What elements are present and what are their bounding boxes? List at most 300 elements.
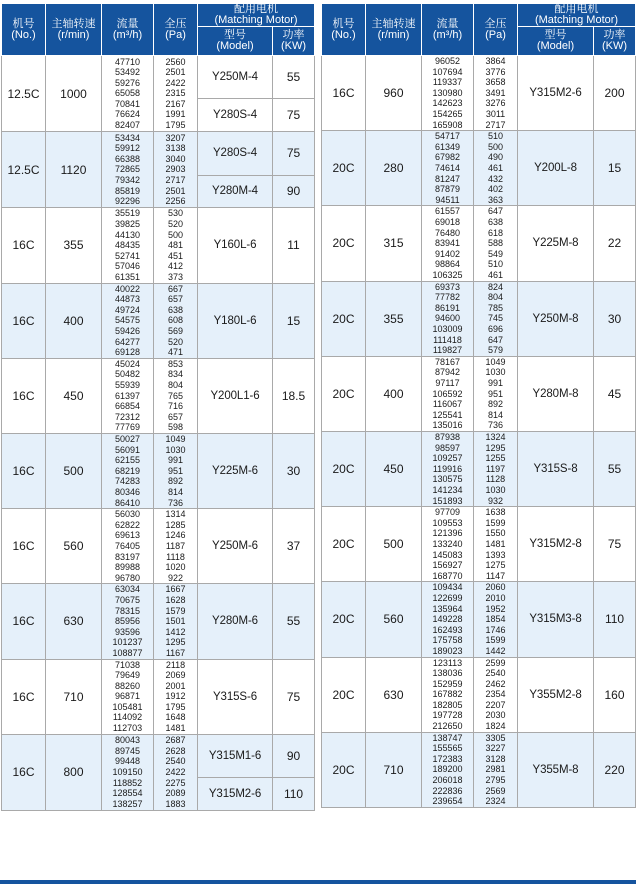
pressure-value: 1246 <box>165 530 186 541</box>
speed-cell: 450 <box>46 358 102 433</box>
flow-list-cell <box>102 56 154 132</box>
flow-value: 152959 <box>432 678 463 689</box>
flow-value: 138747 <box>432 732 463 743</box>
flow-value: 50482 <box>114 369 141 380</box>
pressure-value: 1147 <box>485 570 506 581</box>
pressure-value: 1912 <box>165 691 186 702</box>
flow-value: 112703 <box>112 723 143 734</box>
pressure-list-cell <box>154 584 198 659</box>
pressure-value: 647 <box>487 206 504 217</box>
pressure-value: 2118 <box>165 659 186 670</box>
header-matching-motor: 配用电机 (Matching Motor) <box>518 4 636 27</box>
pressure-value: 1324 <box>485 431 506 442</box>
pressure-value: 1393 <box>485 549 506 560</box>
flow-value: 79649 <box>114 670 141 681</box>
pressure-value: 2717 <box>165 175 186 186</box>
header-flow: 流量 (m³/h) <box>422 4 474 56</box>
pressure-value: 1952 <box>485 603 506 614</box>
flow-value: 59912 <box>114 143 141 154</box>
pressure-value: 1481 <box>165 723 186 734</box>
pressure-value: 1030 <box>485 484 506 495</box>
pressure-list-cell <box>474 281 518 356</box>
pressure-value: 647 <box>487 334 504 345</box>
flow-value: 69018 <box>434 216 461 227</box>
pressure-value: 549 <box>487 248 504 259</box>
motor-model-cell: Y315M1-6 <box>198 734 273 777</box>
flow-value: 212650 <box>432 721 463 732</box>
motor-power-cell: 30 <box>594 281 636 356</box>
motor-power-cell: 15 <box>594 131 636 206</box>
table-row <box>322 281 636 356</box>
flow-value: 172383 <box>432 753 463 764</box>
pressure-value: 461 <box>487 269 504 280</box>
table-row <box>322 431 636 506</box>
pressure-value: 892 <box>167 476 184 487</box>
speed-cell: 400 <box>366 356 422 431</box>
motor-power-cell: 200 <box>594 56 636 131</box>
pressure-value: 2628 <box>165 745 186 756</box>
flow-value: 77782 <box>434 292 461 303</box>
motor-model-cell: Y160L-6 <box>198 208 273 283</box>
flow-value: 66854 <box>114 401 141 412</box>
flow-value: 44130 <box>114 229 141 240</box>
flow-list-cell <box>422 657 474 732</box>
flow-value: 59276 <box>114 77 141 88</box>
left-table-body <box>2 56 315 811</box>
motor-model-cell: Y250M-8 <box>518 281 594 356</box>
flow-value: 62155 <box>114 455 141 466</box>
pressure-value: 2324 <box>485 796 506 807</box>
flow-value: 109434 <box>432 582 463 593</box>
speed-cell: 355 <box>46 208 102 283</box>
pressure-value: 2569 <box>485 785 506 796</box>
flow-value: 165908 <box>432 119 463 130</box>
pressure-value: 2354 <box>485 689 506 700</box>
header-motor-model: 型号 (Model) <box>518 27 594 56</box>
pressure-value: 2903 <box>165 164 186 175</box>
header-flow: 流量 (m³/h) <box>102 4 154 56</box>
motor-model-cell: Y280S-4 <box>198 99 273 132</box>
flow-value: 40022 <box>114 283 141 294</box>
flow-value: 222836 <box>432 785 463 796</box>
flow-value: 78167 <box>434 356 461 367</box>
pressure-value: 804 <box>167 379 184 390</box>
flow-value: 123113 <box>432 657 463 668</box>
flow-value: 109257 <box>432 453 463 464</box>
model-no-cell: 20C <box>322 657 366 732</box>
flow-value: 133240 <box>432 538 463 549</box>
flow-value: 197728 <box>432 710 463 721</box>
pressure-value: 1481 <box>485 538 506 549</box>
table-row <box>2 584 315 659</box>
motor-model-cell: Y200L1-6 <box>198 358 273 433</box>
pressure-value: 716 <box>167 401 184 412</box>
flow-value: 96052 <box>434 56 461 67</box>
pressure-value: 490 <box>487 152 504 163</box>
flow-value: 47710 <box>114 56 141 67</box>
model-no-cell: 16C <box>2 208 46 283</box>
flow-list-cell <box>102 433 154 508</box>
flow-value: 94511 <box>435 194 460 205</box>
motor-power-cell: 75 <box>273 132 315 175</box>
flow-value: 91402 <box>434 248 461 259</box>
pressure-value: 657 <box>167 411 184 422</box>
pressure-value: 1667 <box>165 584 186 595</box>
flow-value: 142623 <box>432 98 463 109</box>
speed-cell: 500 <box>366 507 422 582</box>
motor-power-cell: 90 <box>273 734 315 777</box>
pressure-value: 1187 <box>165 540 186 551</box>
flow-value: 53434 <box>114 132 141 143</box>
flow-value: 61349 <box>434 141 461 152</box>
flow-value: 87879 <box>434 184 461 195</box>
pressure-value: 3138 <box>165 143 186 154</box>
pressure-value: 1285 <box>165 519 186 530</box>
flow-list-cell <box>102 734 154 810</box>
table-row <box>2 509 315 584</box>
speed-cell: 355 <box>366 281 422 356</box>
pressure-value: 1197 <box>485 463 506 474</box>
flow-value: 88260 <box>114 680 141 691</box>
motor-power-cell: 55 <box>273 584 315 659</box>
pressure-value: 991 <box>487 377 504 388</box>
flow-value: 77769 <box>114 422 141 433</box>
header-speed: 主轴转速 (r/min) <box>366 4 422 56</box>
flow-value: 119827 <box>432 345 463 356</box>
motor-power-cell: 18.5 <box>273 358 315 433</box>
flow-value: 97117 <box>435 377 460 388</box>
model-no-cell: 20C <box>322 431 366 506</box>
pressure-value: 530 <box>167 208 184 219</box>
flow-value: 138257 <box>112 798 143 809</box>
header-pressure: 全压 (Pa) <box>474 4 518 56</box>
model-no-cell: 20C <box>322 507 366 582</box>
motor-model-cell: Y315M2-8 <box>518 507 594 582</box>
flow-value: 125541 <box>432 409 463 420</box>
pressure-list-cell <box>154 433 198 508</box>
flow-value: 96871 <box>114 691 141 702</box>
pressure-value: 1991 <box>165 109 186 120</box>
flow-value: 135964 <box>432 603 463 614</box>
flow-value: 74614 <box>434 162 461 173</box>
flow-value: 189200 <box>432 764 463 775</box>
flow-list-cell <box>422 732 474 807</box>
pressure-value: 951 <box>167 465 184 476</box>
flow-list-cell <box>422 431 474 506</box>
pressure-value: 1599 <box>485 517 506 528</box>
pressure-value: 1746 <box>485 624 506 635</box>
header-power: 功率 (KW) <box>273 27 315 56</box>
flow-list-cell <box>422 356 474 431</box>
motor-power-cell: 75 <box>273 99 315 132</box>
motor-power-cell: 75 <box>273 659 315 734</box>
pressure-value: 2560 <box>165 56 186 67</box>
header-matching-motor: 配用电机 (Matching Motor) <box>198 4 315 27</box>
pressure-value: 2030 <box>485 710 506 721</box>
flow-value: 62822 <box>114 519 141 530</box>
flow-value: 54575 <box>114 315 141 326</box>
flow-value: 59426 <box>114 325 141 336</box>
pressure-list-cell <box>474 431 518 506</box>
flow-value: 138036 <box>432 668 463 679</box>
model-no-cell: 20C <box>322 732 366 807</box>
flow-value: 149228 <box>432 614 463 625</box>
model-no-cell: 16C <box>322 56 366 131</box>
flow-value: 83941 <box>434 238 461 249</box>
pressure-value: 3305 <box>485 732 506 743</box>
pressure-value: 922 <box>167 572 184 583</box>
flow-value: 79342 <box>114 175 141 186</box>
model-no-cell: 16C <box>2 584 46 659</box>
speed-cell: 800 <box>46 734 102 810</box>
pressure-value: 3276 <box>485 98 506 109</box>
flow-list-cell <box>102 584 154 659</box>
pressure-value: 588 <box>487 238 504 249</box>
pressure-value: 1255 <box>485 453 506 464</box>
table-row <box>322 56 636 131</box>
pressure-value: 638 <box>487 216 504 227</box>
flow-list-cell <box>102 659 154 734</box>
pressure-value: 569 <box>167 325 184 336</box>
pressure-value: 2540 <box>485 668 506 679</box>
motor-model-cell: Y250M-4 <box>198 56 273 99</box>
flow-value: 98864 <box>434 259 461 270</box>
flow-value: 35519 <box>114 208 141 219</box>
model-no-cell: 12.5C <box>2 132 46 208</box>
pressure-value: 1128 <box>485 474 506 485</box>
pressure-value: 461 <box>487 162 504 173</box>
pressure-value: 1167 <box>165 647 186 658</box>
pressure-value: 2501 <box>165 185 186 196</box>
pressure-list-cell <box>474 732 518 807</box>
flow-value: 141234 <box>432 484 463 495</box>
pressure-list-cell <box>474 507 518 582</box>
pressure-value: 696 <box>487 323 504 334</box>
flow-value: 135016 <box>432 420 463 431</box>
flow-value: 80346 <box>114 486 141 497</box>
flow-value: 109150 <box>112 766 143 777</box>
table-row <box>322 657 636 732</box>
motor-power-cell: 110 <box>273 778 315 811</box>
pressure-value: 1501 <box>165 616 186 627</box>
flow-value: 97709 <box>434 507 461 518</box>
pressure-value: 2256 <box>165 196 186 207</box>
pressure-value: 2717 <box>485 119 506 130</box>
pressure-value: 3776 <box>485 66 506 77</box>
pressure-value: 824 <box>487 281 504 292</box>
flow-value: 82407 <box>114 120 141 131</box>
flow-value: 155565 <box>432 743 463 754</box>
motor-power-cell: 160 <box>594 657 636 732</box>
model-no-cell: 16C <box>2 283 46 358</box>
fan-performance-table-right <box>321 3 636 808</box>
pressure-value: 402 <box>487 184 504 195</box>
motor-model-cell: Y315M3-8 <box>518 582 594 657</box>
pressure-value: 2422 <box>165 77 186 88</box>
motor-power-cell: 55 <box>273 56 315 99</box>
flow-value: 48435 <box>114 240 141 251</box>
pressure-value: 1638 <box>485 507 506 518</box>
pressure-value: 2167 <box>165 98 186 109</box>
pressure-value: 1020 <box>165 562 186 573</box>
flow-value: 130575 <box>432 474 463 485</box>
pressure-value: 1030 <box>485 367 506 378</box>
header-power: 功率 (KW) <box>594 27 636 56</box>
flow-value: 151893 <box>432 495 463 506</box>
pressure-value: 804 <box>487 292 504 303</box>
motor-power-cell: 37 <box>273 509 315 584</box>
flow-value: 116067 <box>432 399 463 410</box>
speed-cell: 560 <box>366 582 422 657</box>
motor-power-cell: 30 <box>273 433 315 508</box>
pressure-list-cell <box>154 659 198 734</box>
model-no-cell: 16C <box>2 659 46 734</box>
speed-cell: 1000 <box>46 56 102 132</box>
flow-list-cell <box>102 509 154 584</box>
flow-value: 206018 <box>432 775 463 786</box>
pressure-list-cell <box>474 657 518 732</box>
flow-value: 145083 <box>432 549 463 560</box>
pressure-value: 1628 <box>165 594 186 605</box>
flow-value: 99448 <box>114 756 141 767</box>
motor-power-cell: 75 <box>594 507 636 582</box>
pressure-value: 2687 <box>165 735 186 746</box>
flow-value: 78315 <box>114 605 141 616</box>
model-no-cell: 16C <box>2 509 46 584</box>
flow-list-cell <box>422 281 474 356</box>
pressure-value: 667 <box>167 283 184 294</box>
flow-value: 168770 <box>432 570 463 581</box>
pressure-value: 3864 <box>485 56 506 67</box>
flow-value: 119916 <box>432 463 463 474</box>
speed-cell: 710 <box>46 659 102 734</box>
pressure-value: 3040 <box>165 153 186 164</box>
flow-list-cell <box>422 56 474 131</box>
pressure-list-cell <box>154 132 198 208</box>
pressure-value: 432 <box>487 173 504 184</box>
flow-value: 57046 <box>114 261 141 272</box>
flow-value: 74283 <box>114 476 141 487</box>
pressure-value: 1118 <box>166 551 185 562</box>
flow-value: 67982 <box>434 152 461 163</box>
pressure-value: 1295 <box>165 637 186 648</box>
pressure-value: 363 <box>487 194 504 205</box>
pressure-list-cell <box>154 509 198 584</box>
motor-power-cell: 220 <box>594 732 636 807</box>
flow-value: 111418 <box>433 334 462 345</box>
model-no-cell: 20C <box>322 582 366 657</box>
flow-value: 175758 <box>432 635 463 646</box>
table-row <box>2 358 315 433</box>
pressure-list-cell <box>474 131 518 206</box>
motor-model-cell: Y280M-6 <box>198 584 273 659</box>
pressure-value: 2540 <box>165 756 186 767</box>
table-row <box>2 132 315 175</box>
pressure-value: 1550 <box>485 528 506 539</box>
flow-value: 89745 <box>114 745 141 756</box>
pressure-value: 373 <box>167 271 184 282</box>
model-no-cell: 12.5C <box>2 56 46 132</box>
table-row <box>322 131 636 206</box>
pressure-value: 500 <box>487 141 504 152</box>
pressure-value: 2010 <box>485 592 506 603</box>
flow-value: 68219 <box>114 465 141 476</box>
pressure-value: 1795 <box>165 120 186 131</box>
flow-value: 61557 <box>434 206 461 217</box>
flow-value: 96780 <box>114 572 141 583</box>
flow-value: 93596 <box>114 626 141 637</box>
pressure-value: 3011 <box>485 108 506 119</box>
pressure-value: 481 <box>167 240 184 251</box>
flow-value: 71038 <box>114 659 141 670</box>
flow-value: 105481 <box>112 701 143 712</box>
motor-power-cell: 90 <box>273 175 315 208</box>
flow-value: 69613 <box>114 530 141 541</box>
motor-power-cell: 45 <box>594 356 636 431</box>
motor-model-cell: Y315M2-6 <box>198 778 273 811</box>
flow-value: 64277 <box>114 336 141 347</box>
pressure-value: 451 <box>167 250 184 261</box>
model-no-cell: 20C <box>322 281 366 356</box>
table-row <box>2 56 315 99</box>
speed-cell: 630 <box>46 584 102 659</box>
pressure-value: 1295 <box>485 442 506 453</box>
flow-list-cell <box>422 206 474 281</box>
pressure-value: 814 <box>487 409 504 420</box>
table-row <box>322 507 636 582</box>
pressure-value: 1824 <box>485 721 506 732</box>
flow-value: 130980 <box>432 87 463 98</box>
motor-model-cell: Y315S-6 <box>198 659 273 734</box>
flow-value: 61397 <box>114 390 141 401</box>
speed-cell: 400 <box>46 283 102 358</box>
flow-list-cell <box>102 208 154 283</box>
flow-value: 61351 <box>114 271 141 282</box>
flow-value: 39825 <box>114 218 141 229</box>
flow-value: 119337 <box>432 77 463 88</box>
pressure-value: 1049 <box>165 433 186 444</box>
header-model-no: 机号 (No.) <box>322 4 366 56</box>
right-table-body <box>322 56 636 808</box>
pressure-value: 892 <box>487 399 504 410</box>
model-no-cell: 16C <box>2 734 46 810</box>
pressure-value: 598 <box>167 422 184 433</box>
pressure-value: 471 <box>167 347 184 358</box>
pressure-value: 2315 <box>165 88 186 99</box>
motor-model-cell: Y280S-4 <box>198 132 273 175</box>
flow-value: 87942 <box>434 367 461 378</box>
flow-value: 94600 <box>434 313 461 324</box>
flow-value: 65058 <box>114 88 141 99</box>
motor-power-cell: 11 <box>273 208 315 283</box>
flow-value: 72312 <box>114 411 141 422</box>
motor-power-cell: 22 <box>594 206 636 281</box>
pressure-value: 1579 <box>165 605 186 616</box>
pressure-value: 2207 <box>485 699 506 710</box>
flow-value: 162493 <box>432 624 463 635</box>
flow-value: 70841 <box>114 98 141 109</box>
flow-value: 122699 <box>432 592 463 603</box>
flow-value: 239654 <box>432 796 463 807</box>
motor-model-cell: Y280M-8 <box>518 356 594 431</box>
motor-model-cell: Y280M-4 <box>198 175 273 208</box>
flow-value: 69373 <box>434 281 461 292</box>
pressure-value: 2462 <box>485 678 506 689</box>
pressure-value: 520 <box>167 336 184 347</box>
pressure-value: 736 <box>487 420 504 431</box>
flow-value: 86191 <box>434 302 461 313</box>
flow-value: 54717 <box>434 131 461 142</box>
